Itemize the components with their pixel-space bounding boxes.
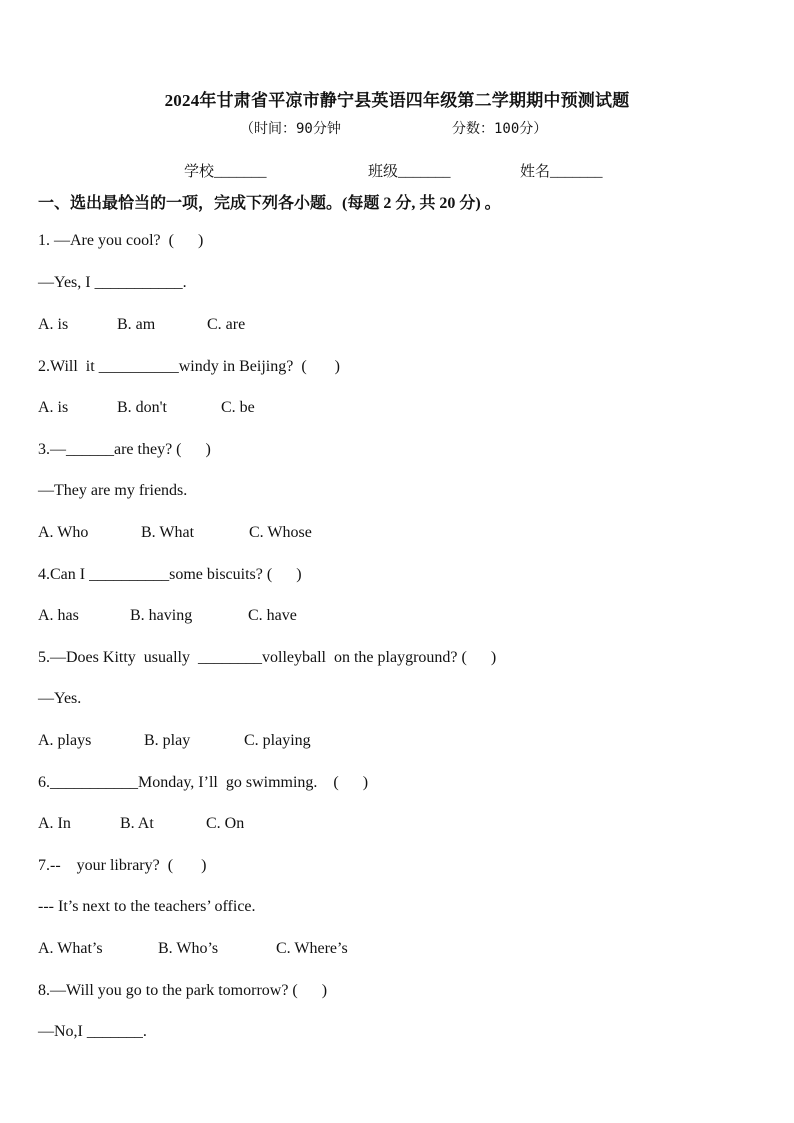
option-a[interactable]: A. What’s — [38, 940, 103, 957]
question-8-stem: 8.—Will you go to the park tomorrow? ( ) — [38, 982, 328, 999]
class-field[interactable]: 班级_______ — [368, 164, 451, 180]
option-b[interactable]: B. What — [141, 524, 195, 541]
question-4-stem: 4.Can I __________some biscuits? ( ) — [38, 566, 302, 583]
name-field[interactable]: 姓名_______ — [520, 164, 603, 180]
time-limit: （时间：90分钟 — [240, 121, 341, 137]
total-score: 分数：100分） — [452, 121, 548, 137]
question-3-answer-line: —They are my friends. — [38, 482, 188, 499]
option-c[interactable]: C. Whose — [249, 524, 312, 541]
option-c[interactable]: C. are — [207, 316, 246, 333]
question-5-stem: 5.—Does Kitty usually ________volleyball on the playground? ( ) — [38, 649, 497, 666]
option-a[interactable]: A. is — [38, 316, 69, 333]
question-8-answer-line: —No,I _______. — [38, 1023, 147, 1040]
option-a[interactable]: A. In — [38, 815, 71, 832]
school-field[interactable]: 学校_______ — [184, 164, 267, 180]
option-b[interactable]: B. Who’s — [158, 940, 219, 957]
option-c[interactable]: C. be — [221, 399, 255, 416]
question-7-answer-line: --- It’s next to the teachers’ office. — [38, 898, 256, 915]
option-c[interactable]: C. have — [248, 607, 297, 624]
question-3-stem: 3.—______are they? ( ) — [38, 441, 211, 458]
question-6-stem: 6.___________Monday, I’ll go swimming. ( ) — [38, 774, 369, 791]
question-5-answer-line: —Yes. — [38, 690, 82, 707]
question-1-stem: 1. —Are you cool? ( ) — [38, 232, 204, 249]
option-b[interactable]: B. play — [144, 732, 191, 749]
question-1-answer-line: —Yes, I ___________. — [38, 274, 187, 291]
option-c[interactable]: C. Where’s — [276, 940, 348, 957]
option-a[interactable]: A. Who — [38, 524, 89, 541]
question-7-stem: 7.-- your library? ( ) — [38, 857, 207, 874]
exam-title: 2024年甘肃省平凉市静宁县英语四年级第二学期期中预测试题 — [164, 91, 630, 110]
option-b[interactable]: B. having — [130, 607, 193, 624]
option-a[interactable]: A. plays — [38, 732, 92, 749]
option-a[interactable]: A. is — [38, 399, 69, 416]
option-b[interactable]: B. am — [117, 316, 156, 333]
section-heading: 一、选出最恰当的一项，完成下列各小题。(每题 2 分, 共 20 分) 。 — [38, 195, 501, 212]
option-b[interactable]: B. At — [120, 815, 154, 832]
question-2-stem: 2.Will it __________windy in Beijing? ( ) — [38, 358, 340, 375]
option-a[interactable]: A. has — [38, 607, 79, 624]
option-b[interactable]: B. don't — [117, 399, 167, 416]
option-c[interactable]: C. playing — [244, 732, 311, 749]
option-c[interactable]: C. On — [206, 815, 245, 832]
